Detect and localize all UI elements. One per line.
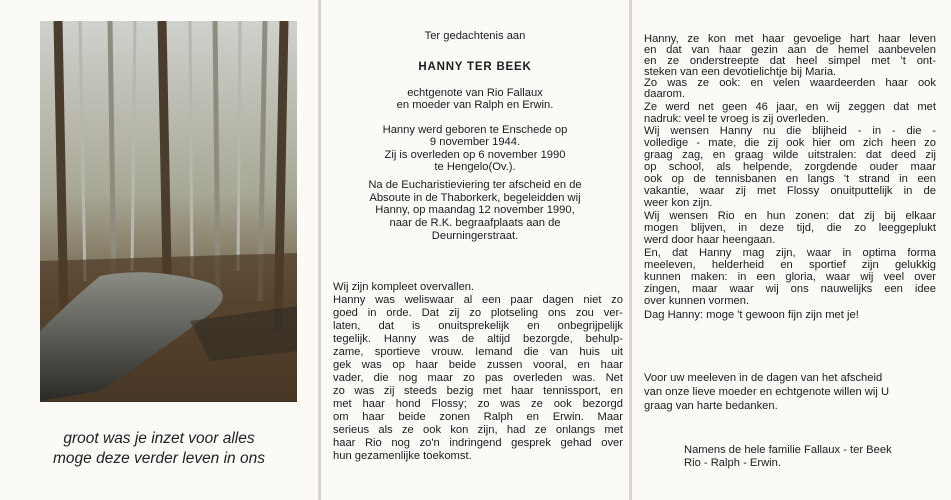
text-line: Hanny, ze kon met haar gevoelige hart haar leven (644, 33, 936, 45)
text-line: ook op de tennisbanen en langs 't strand in een (644, 173, 936, 185)
text-line: op school, als helpende, zorgdende ouder maar (644, 161, 936, 173)
signature-line: Namens de hele familie Fallaux - ter Beek (684, 444, 892, 456)
text-line: en dat van haar gezin aan de hemel aanbevelen (644, 44, 936, 56)
photo-panel (0, 0, 318, 500)
memorial-caption (14, 429, 304, 469)
text-line: Dag Hanny: moge 't gewoon fijn zijn met je! (644, 309, 859, 321)
text-line: Wij wensen Hanny nu die blijheid - in - die - (644, 125, 936, 137)
text-line: goed in orde. Dat zij zo plotseling ons zou ver- (333, 307, 623, 319)
text-line: zo was zij steeds bezig met haar tennissport, en (333, 385, 623, 397)
detail-line: Zij is overleden op 6 november 1990 (384, 149, 566, 161)
text-line: werd door haar heengaan. (644, 234, 776, 246)
text-line: vader, die nog maar zo pas overleden was. Net (333, 372, 623, 384)
detail-line: Na de Eucharistieviering ter afscheid en de (368, 179, 582, 191)
text-line: mogen blijven, in deze tijd, die zo leeggeplukt (644, 222, 936, 234)
text-line: Wij wensen Rio en hun zonen: dat zij bij elkaar (644, 210, 936, 222)
text-line: vakantie, waar zij met Flossy onuitputtelijk in de (644, 185, 936, 197)
detail-line: Deurningerstraat. (431, 230, 519, 242)
text-line: En, dat Hanny mag zijn, waar in optima forma (644, 247, 936, 259)
forest-stream-image (40, 21, 297, 402)
text-line: hun gezamenlijke toekomst. (333, 450, 472, 462)
signature-line: Rio - Ralph - Erwin. (684, 457, 781, 469)
text-line: graag zag, en graag wilde uitstralen: dat deed zij (644, 149, 936, 161)
thanks-line: Voor uw meeleven in de dagen van het afscheid (644, 372, 883, 384)
text-line: zingen, maar waar wij ons nauwelijks een idee (644, 283, 936, 295)
caption-line: moge deze verder leven in ons (53, 450, 265, 467)
detail-line: Absoute in de Thaborkerk, begeleidden wij (369, 192, 581, 204)
text-line: laten, dat is onuitsprekelijk en onbegrijpelijk (333, 320, 623, 332)
text-line: en ze onderstreepte dat heel simpel met 't ont- (644, 55, 936, 67)
detail-line: 9 november 1944. (429, 136, 521, 148)
thanks-line: graag van harte bedanken. (644, 400, 778, 412)
text-line: weer kon zijn. (644, 197, 713, 209)
detail-line: Hanny werd geboren te Enschede op (382, 124, 568, 136)
text-line: over kunnen vormen. (644, 295, 750, 307)
deceased-name: HANNY TER BEEK (418, 61, 532, 73)
forest-photo (40, 21, 297, 402)
caption-line: groot was je inzet voor alles (63, 430, 255, 447)
detail-line: Hanny, op maandag 12 november 1990, (375, 204, 575, 216)
text-line: Hanny was weliswaar al een paar dagen niet zo (333, 294, 623, 306)
text-line: gek was op haar beide zussen vooral, en haar (333, 359, 623, 371)
text-line: zame, sportieve vrouw. Iemand die van huis uit (333, 346, 623, 358)
spouse-line: echtgenote van Rio Fallaux (407, 87, 543, 99)
tribute-panel (632, 0, 951, 500)
text-line: haar Rio nog zo'n indringend gesprek gehad over (333, 437, 623, 449)
intro-text: Ter gedachtenis aan (424, 30, 526, 42)
text-line: Zo was ze ook: en velen waardeerden haar ook (644, 77, 936, 89)
text-line: steken van een devotielichtje bij Maria. (644, 66, 837, 78)
text-line: Wij zijn kompleet overvallen. (333, 281, 475, 293)
text-line: tegelijk. Hanny was de altijd bezorgde, behulp- (333, 333, 623, 345)
text-line: daarom. (644, 88, 686, 100)
mother-line: en moeder van Ralph en Erwin. (396, 99, 554, 111)
text-line: nadruk: veel te vroeg is zij overleden. (644, 113, 829, 125)
text-line: kunnen maken: in een gloria, waar wij veel over (644, 271, 936, 283)
text-line: volledige - mate, die zij ook hier om zich heen zo (644, 137, 936, 149)
text-line: Ze werd net geen 46 jaar, en wij zeggen dat met (644, 101, 936, 113)
announcement-panel (321, 0, 629, 500)
detail-line: te Hengelo(Ov.). (434, 161, 516, 173)
text-line: meeleven, helderheid en sportief zijn gelukkig (644, 259, 936, 271)
text-line: om haar beide zonen Ralph en Erwin. Maar (333, 411, 623, 423)
text-line: met haar hond Flossy; zo was ze ook bezorgd (333, 398, 623, 410)
detail-line: naar de R.K. begraafplaats aan de (389, 217, 561, 229)
text-line: serieus als ze ook kon zijn, had ze onlangs met (333, 424, 623, 436)
thanks-line: van onze lieve moeder en echtgenote willen wij U (644, 386, 890, 398)
